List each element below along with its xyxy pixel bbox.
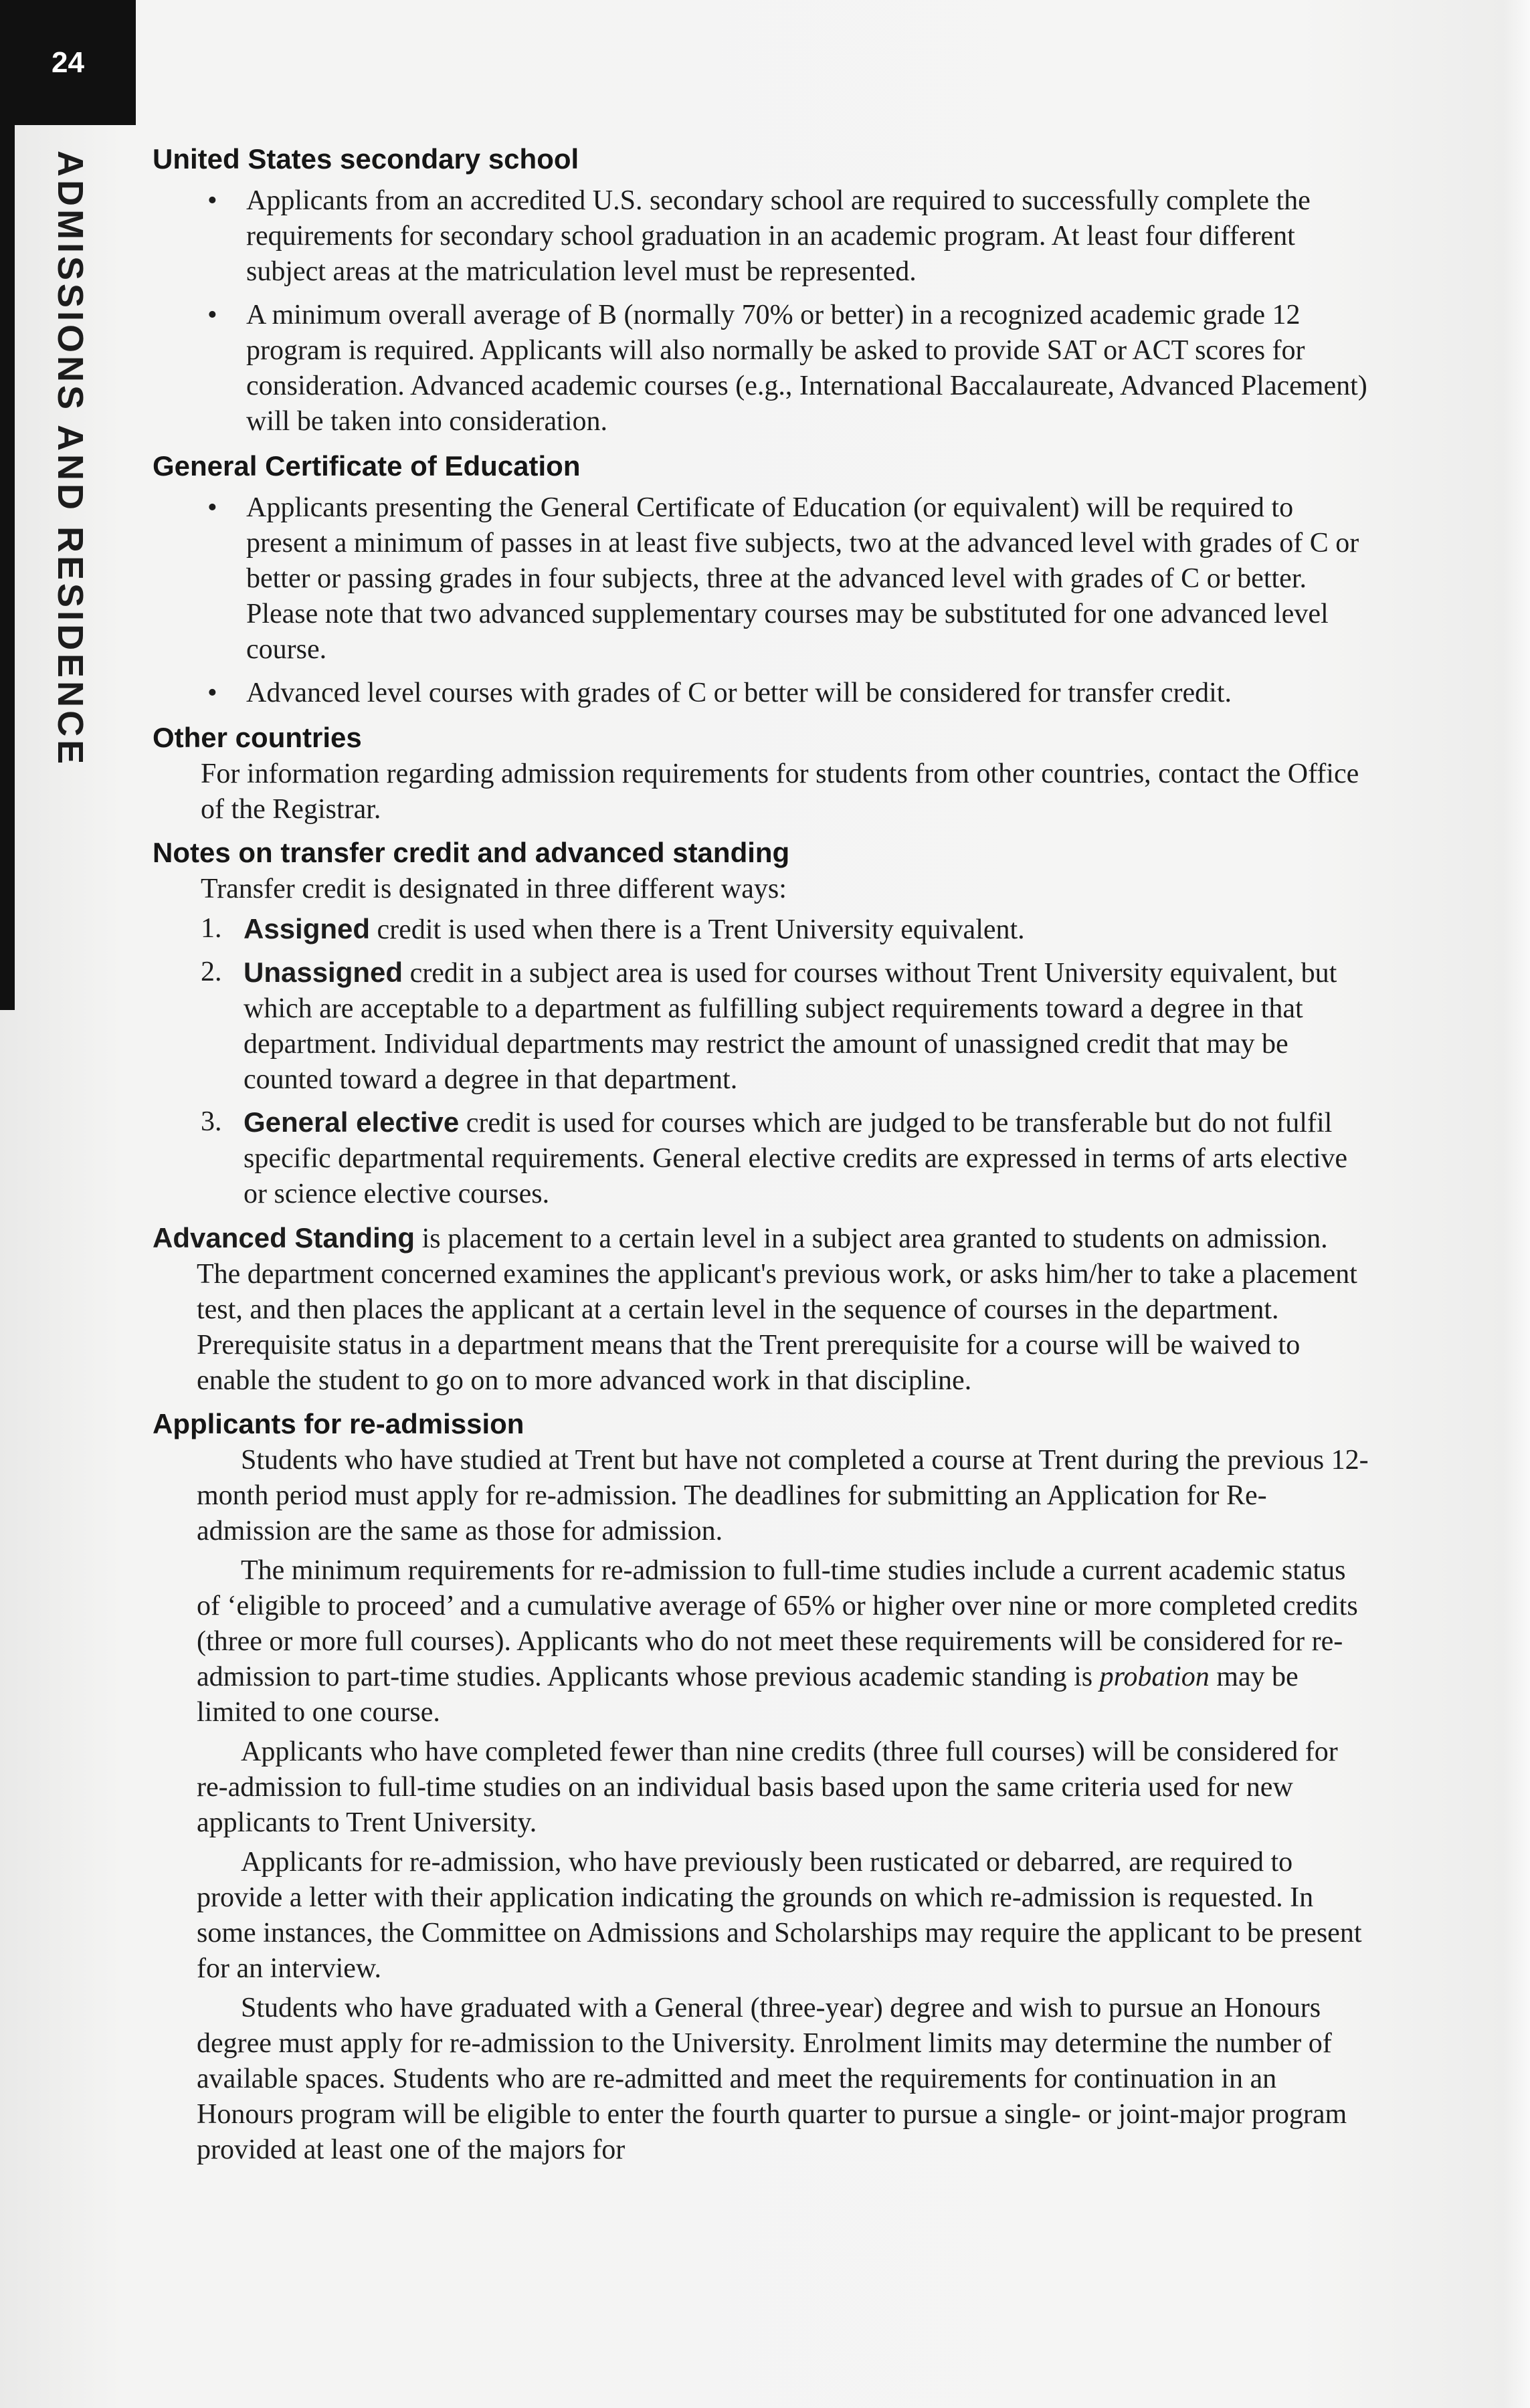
us-secondary-list [153, 183, 1370, 439]
transfer-list [153, 911, 1370, 1212]
readmission-paragraph-1: Students who have studied at Trent but have not completed a course at Trent during the previous 12-month period must apply for re-admission. The deadlines for submitting an Application for Re-admission are the same as those for admission. [197, 1445, 1369, 1546]
list-number: 2. [201, 957, 222, 987]
list-number: 1. [201, 913, 222, 944]
list-item-text: credit in a subject area is used for courses without Trent University equivalent, but which are acceptable to a department as fulfilling subject requirements toward a degree in that department. Individual departments may restrict the amount of unassigned credit that may be counted toward a degree in that department. [244, 958, 1337, 1095]
list-item [153, 490, 1370, 668]
bullet-icon: • [207, 492, 217, 523]
bullet-icon: • [207, 185, 217, 216]
readmission-p2-tail: may be limited to one course. [197, 1662, 1299, 1728]
list-item [153, 911, 1370, 948]
list-item-text: Advanced level courses with grades of C or better will be considered for transfer credit. [246, 678, 1232, 708]
page-number: 24 [52, 45, 84, 79]
readmission-body [153, 1443, 1370, 2168]
readmission-paragraph-5: Students who have graduated with a General (three-year) degree and wish to pursue an Honours degree must apply for re-admission to the University. Enrolment limits may determine the number of available spaces. Students who are re-admitted and meet the requirements for continuation in an Honours program will be eligible to enter the fourth quarter to pursue a single- or joint-major program provided at least one of the majors for [197, 1993, 1347, 2165]
list-item [153, 1104, 1370, 1212]
advanced-standing-paragraph [153, 1220, 1370, 1399]
term-assigned: Assigned [244, 913, 371, 944]
readmission-paragraph-4: Applicants for re-admission, who have previously been rusticated or debarred, are required to provide a letter with their application indicating the grounds on which re-admission is requested. In some instances, the Committee on Admissions and Scholarships may require the applicant to be present for an interview. [197, 1847, 1362, 1984]
list-item-text: Applicants presenting the General Certificate of Education (or equivalent) will be required to present a minimum of passes in at least five subjects, two at the advanced level with grades of C or better or passing grades in four subjects, three at the advanced level with grades of C or better. Please note that two advanced supplementary courses may be substituted for one advanced level course. [246, 492, 1359, 665]
sidebar-bar [0, 125, 15, 1010]
advanced-standing-text: is placement to a certain level in a subject area granted to students on admission. The department concerned examines the applicant's previous work, or asks him/her to take a placement test, and then places the applicant at a certain level in the sequence of courses in the department. Prerequisite status in a department means that the Trent prerequisite for a course will be waived to enable the student to go on to more advanced work in that discipline. [197, 1223, 1357, 1396]
list-item-text: credit is used when there is a Trent University equivalent. [370, 914, 1025, 945]
list-item [153, 183, 1370, 290]
heading-us-secondary: United States secondary school [153, 143, 579, 175]
list-item-text: Applicants from an accredited U.S. secondary school are required to successfully complete the requirements for secondary school graduation in an academic program. At least four different subject areas at the matriculation level must be represented. [246, 185, 1311, 287]
readmission-paragraph-3: Applicants who have completed fewer than nine credits (three full courses) will be considered for re-admission to full-time studies on an individual basis based upon the same criteria used for new applicants to Trent University. [197, 1736, 1338, 1838]
heading-transfer-credit: Notes on transfer credit and advanced standing [153, 837, 790, 868]
page-content [153, 140, 1370, 2172]
term-advanced-standing: Advanced Standing [153, 1222, 415, 1253]
other-countries-text: For information regarding admission requirements for students from other countries, contact the Office of the Registrar. [201, 759, 1359, 825]
readmission-paragraph-2 [197, 1553, 1370, 1730]
list-item [153, 676, 1370, 711]
section-title: ADMISSIONS AND RESIDENCE [50, 150, 90, 768]
list-item [153, 298, 1370, 439]
term-general-elective: General elective [244, 1106, 460, 1138]
heading-readmission: Applicants for re-admission [153, 1408, 524, 1439]
list-item [153, 955, 1370, 1098]
heading-other-countries: Other countries [153, 722, 362, 753]
term-unassigned: Unassigned [244, 957, 403, 988]
list-number: 3. [201, 1106, 222, 1137]
heading-gce: General Certificate of Education [153, 450, 581, 482]
bullet-icon: • [207, 300, 217, 330]
page-edge [1503, 0, 1530, 2408]
page-number-tab [0, 0, 136, 125]
list-item-text: A minimum overall average of B (normally 70% or better) in a recognized academic grade 12 program is required. Applicants will also normally be asked to provide SAT or ACT scores for consideration. Advanced academic courses (e.g., International Baccalaureate, Advanced Placement) will be taken into consideration. [246, 300, 1367, 437]
gce-list [153, 490, 1370, 711]
transfer-intro: Transfer credit is designated in three different ways: [201, 874, 787, 904]
bullet-icon: • [207, 678, 217, 708]
list-item-text: credit is used for courses which are judged to be transferable but do not fulfil specific departmental requirements. General elective credits are expressed in terms of arts elective or science elective courses. [244, 1108, 1348, 1209]
readmission-p2-text: The minimum requirements for re-admission to full-time studies include a current academic status of ‘eligible to proceed’ and a cumulative average of 65% or higher over nine or more completed credits (three or more full courses). Applicants who do not meet these requirements will be considered for re-admission to part-time studies. Applicants whose previous academic standing is [197, 1555, 1358, 1692]
probation-term: probation [1099, 1662, 1210, 1692]
